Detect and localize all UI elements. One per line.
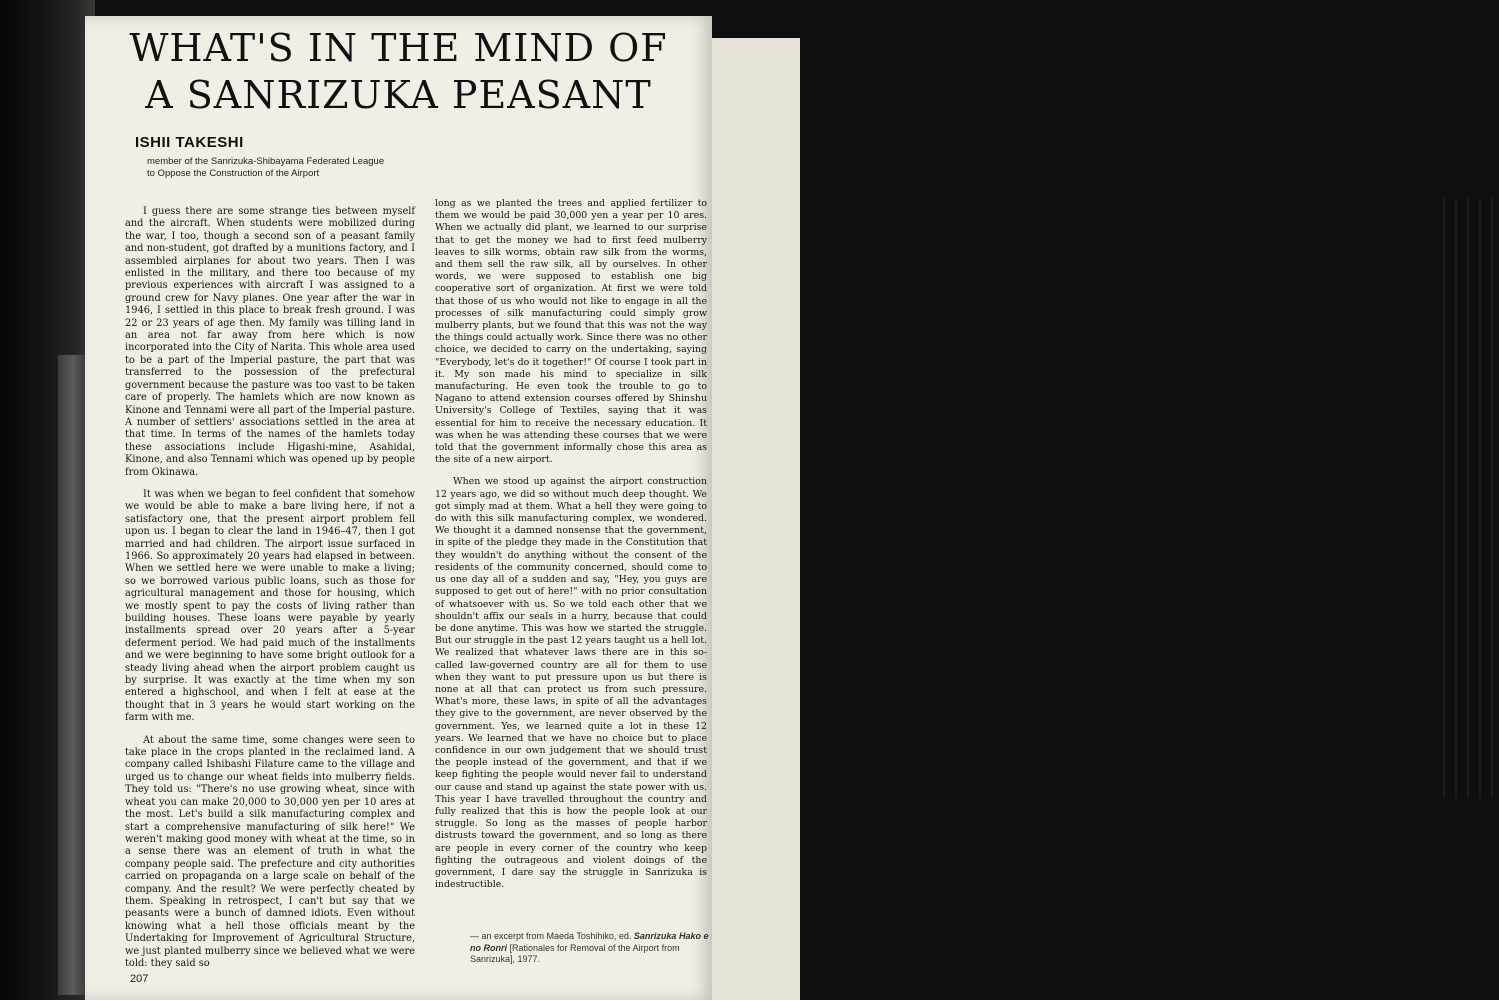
source-book-title: Sanrizuka Hako e no Ronri <box>470 931 709 953</box>
paragraph: I guess there are some strange ties between myself and the aircraft. When students were mobilized during the war, I too, though a second son of a peasant family and non-student, got drafted by a munitions factory, and I assembled airplanes for about two years. Then I was enlisted in the military, and there too because of my previous experiences with aircraft I was assigned to a ground crew for Navy planes. One year after the war in 1946, I settled in this place to break fresh ground. I was 22 or 23 years of age then. My family was tilling land in an area not far away from here which is now incorporated into the City of Narita. This whole area used to be a part of the Imperial pasture, the part that was transferred to the possession of the prefectural government because the pasture was too vast to be taken care of properly. The hamlets which are now known as Kinone and Tennami were all part of the Imperial pasture. A number of settlers' associations settled in the area at that time. In terms of the names of the hamlets today these associations include Higashi-mine, Asahidai, Kinone, and also Tennami which was opened up by people from Okinawa. <box>125 206 415 478</box>
right-column <box>435 198 707 918</box>
adjacent-page-text <box>1437 198 1499 798</box>
book-page <box>85 16 712 1000</box>
article-title-line-1: WHAT'S IN THE MIND OF <box>129 26 668 70</box>
source-prefix: — an excerpt from Maeda Toshihiko, ed. <box>470 931 634 941</box>
paragraph: When we stood up against the airport construction 12 years ago, we did so without much deep thought. We got simply mad at them. What a hell they were going to do with this silk manufacturing complex, we wondered. We thought it a damned nonsense that the government, in spite of the pledge they made in the Constitution that they wouldn't do anything without the consent of the residents of the community concerned, should come to us one day all of a sudden and say, "Hey, you guys are supposed to get out of here!" with no prior consultation of whatsoever with us. So we told each other that we shouldn't affix our seals in a hurry, because that could be done anytime. This was how we started the struggle. But our struggle in the past 12 years taught us a hell lot. We realized that whatever laws there are in this so-called law-governed country are all for them to use when they want to put pressure upon us but there is none at all that can protect us from such pressure. What's more, these laws, in spite of all the advantages they give to the government, are never observed by the government. Yes, we learned quite a lot in these 12 years. We learned that we have no choice but to place confidence in our own judgement that we should trust the people instead of the government, and that if we keep fighting the people would never fail to understand our cause and stand up against the state power with us. This year I have travelled throughout the country and fully realized that this is how the people look at our struggle. So long as the masses of people harbor distrusts toward the government, and so long as there are people in every corner of the country who keep fighting the outrageous and violent doings of the government, I dare say the struggle in Sanrizuka is indestructible. <box>435 476 707 891</box>
article-title-line-2: A SANRIZUKA PEASANT <box>145 73 652 117</box>
paragraph: It was when we began to feel confident that somehow we would be able to make a bare living here, if not a satisfactory one, that the present airport problem fell upon us. I began to clear the land in 1946–47, then I got married and had children. The airport issue surfaced in 1966. So approximately 20 years had elapsed in between. When we settled here we were unable to make a living; so we borrowed various public loans, such as those for agricultural management and those for housing, which we mostly spent to pay the costs of living rather than building houses. These loans were payable by yearly installments spread over 20 years after a 5-year deferment period. We had paid much of the installments and we were beginning to have some bright outlook for a steady living ahead when the airport problem caught us by surprise. It was exactly at the time when my son entered a highschool, and when I felt at ease at the thought that in 3 years he would start working on the farm with me. <box>125 488 415 724</box>
paragraph: long as we planted the trees and applied fertilizer to them we would be paid 30,000 yen a year per 10 ares. When we actually did plant, we learned to our surprise that to get the money we had to first feed mulberry leaves to silk worms, obtain raw silk from the worms, and them sell the raw silk, all by ourselves. In other words, we were supposed to establish one big cooperative sort of organization. At first we were told that those of us who would not like to engage in all the processes of silk manufacturing could simply grow mulberry plants, but we found that this was not the way the things could actually work. Since there was no other choice, we decided to carry on the undertaking, saying "Everybody, let's do it together!" Of course I took part in it. My son made his mind to specialize in silk manufacturing. He even took the trouble to go to Nagano to attend extension courses offered by Shinshu University's College of Textiles, saying that it was essential for him to receive the necessary education. It was when he was attending these courses that we were told that the government informally chose this area as the site of a new airport. <box>435 198 707 466</box>
adjacent-page <box>712 38 800 1000</box>
paragraph: At about the same time, some changes were seen to take place in the crops planted in the reclaimed land. A company called Ishibashi Filature came to the village and urged us to change our wheat fields into mulberry fields. They told us: "There's no use growing wheat, since with wheat you can make 20,000 to 30,000 yen per 10 ares at the most. Let's build a silk manufacturing complex and start a comprehensive manufacturing of silk here!" We weren't making good money with wheat at the time, so in a sense there was an element of truth in what the company people said. The prefecture and city authorities carried on propaganda on a large scale on behalf of the company. And the result? We were perfectly cheated by them. Speaking in retrospect, I can't but say that we peasants were a bunch of damned idiots. Even without knowing what a hell those officials meant by the Undertaking for Improvement of Agricultural Structure, we just planted mulberry since we believed what we were told: they said so <box>125 734 415 969</box>
author-affiliation: member of the Sanrizuka-Shibayama Federated League to Oppose the Construction of the Airport <box>147 156 385 179</box>
page-number: 207 <box>130 973 149 985</box>
source-suffix: [Rationales for Removal of the Airport from Sanrizuka], 1977. <box>470 942 680 964</box>
source-citation <box>470 931 710 966</box>
left-photo-strip <box>58 355 88 995</box>
left-column <box>125 206 415 969</box>
author-name: ISHII TAKESHI <box>135 134 244 151</box>
